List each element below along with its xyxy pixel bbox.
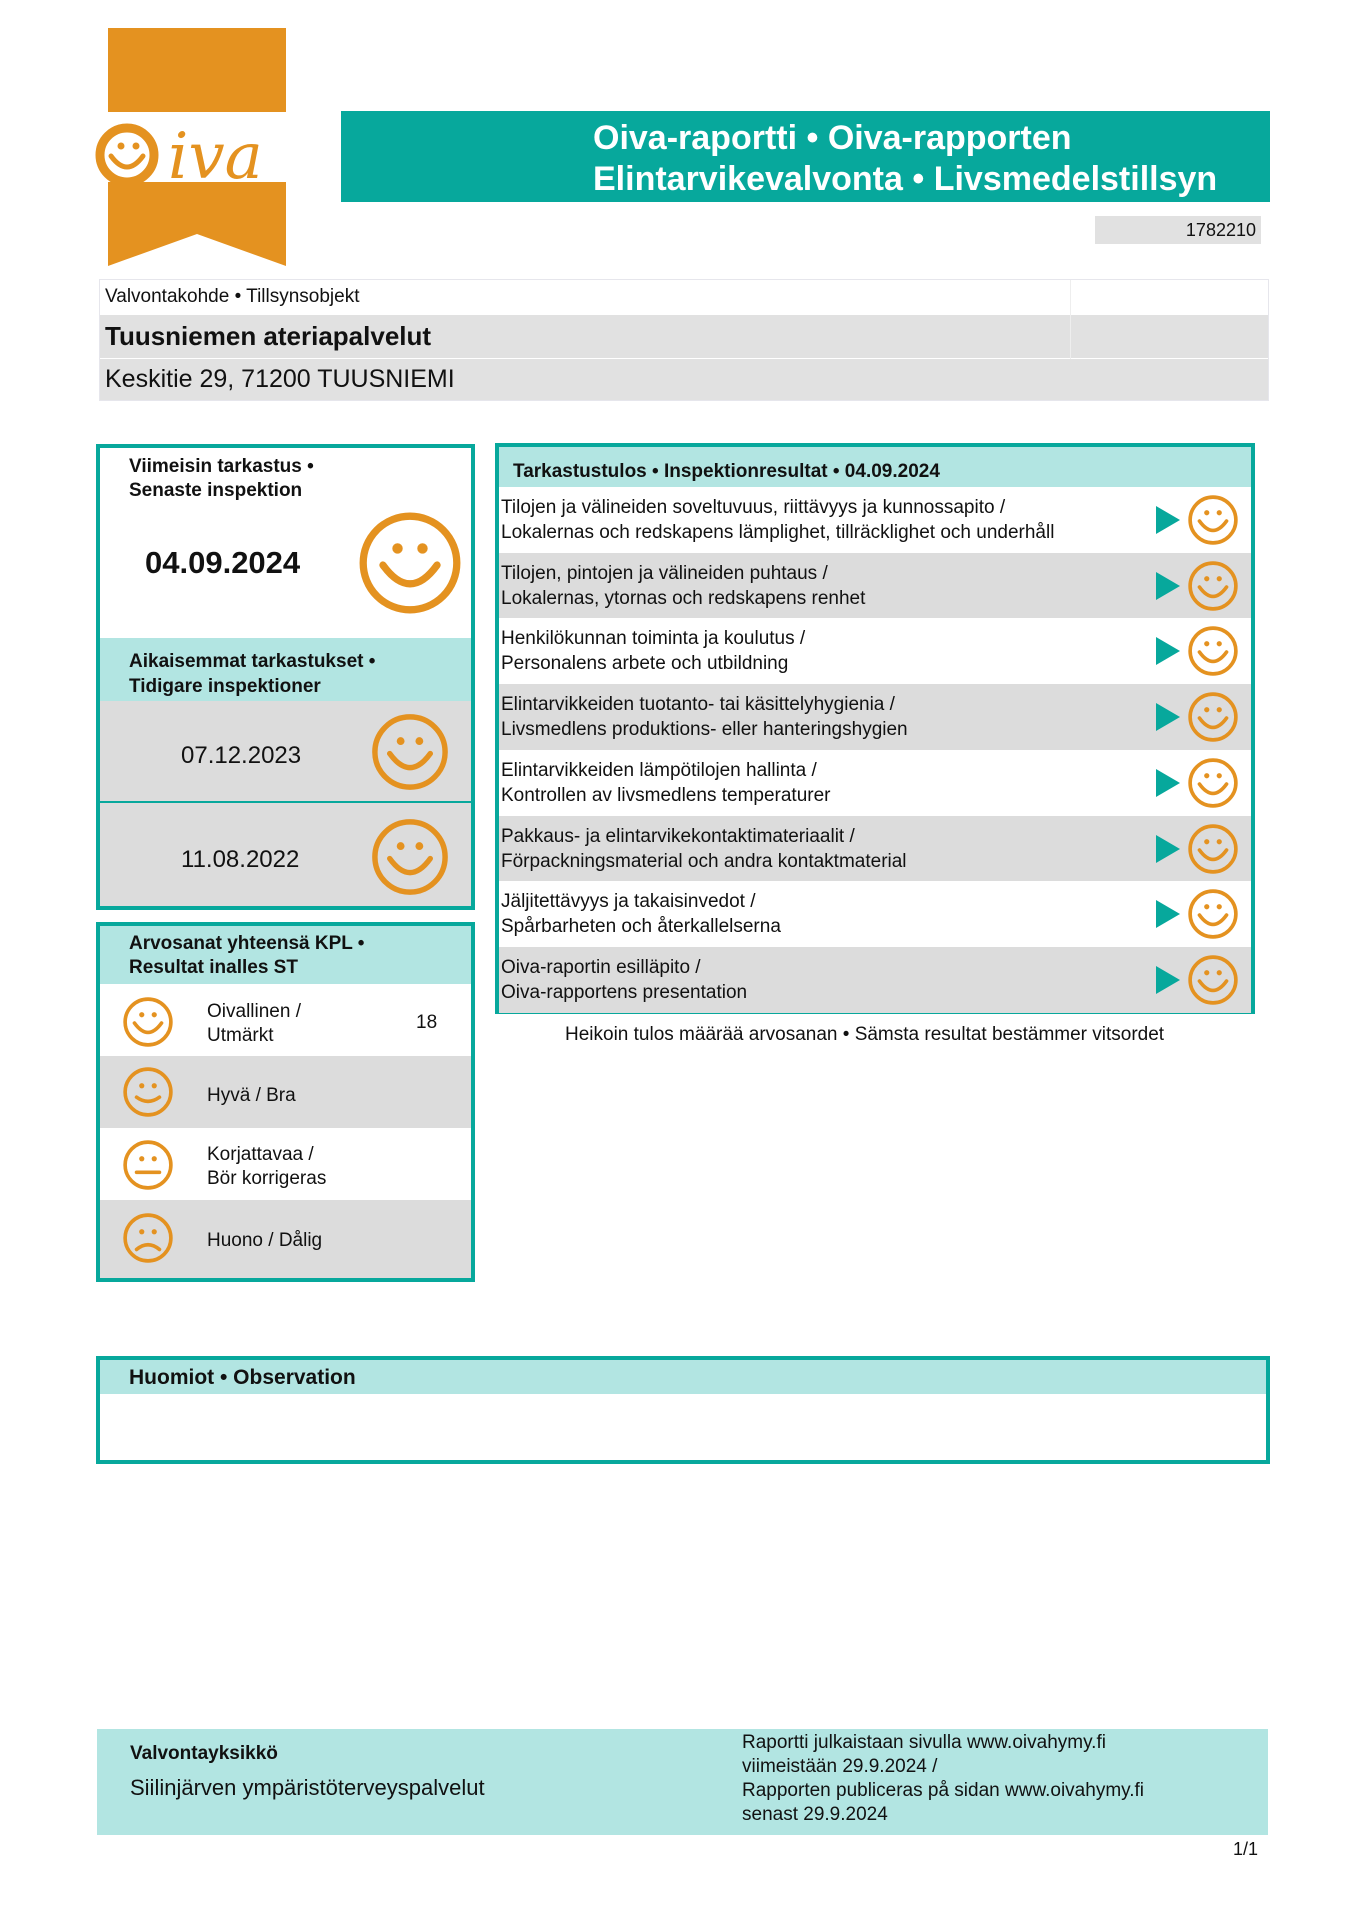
result-label-sv: Lokalernas och redskapens lämplighet, tillräcklighet och underhåll (501, 522, 1055, 543)
grade-count: 18 (416, 1012, 438, 1033)
grades-title-sv: Resultat inalles ST (129, 957, 298, 978)
expand-arrow-icon[interactable] (1156, 900, 1180, 928)
previous-inspections-title (129, 649, 375, 699)
grade-label (207, 1000, 301, 1048)
object-name-side (1071, 315, 1268, 358)
result-label-fi: Pakkaus- ja elintarvikekontaktimateriaalit / (501, 826, 855, 847)
inspection-results-title: Tarkastustulos • Inspektionresultat • 04.09.2024 (513, 461, 940, 482)
inspection-result-label (501, 889, 781, 939)
expand-arrow-icon[interactable] (1156, 769, 1180, 797)
smiley-excellent-icon (1187, 494, 1239, 551)
result-label-fi: Henkilökunnan toiminta ja koulutus / (501, 628, 806, 649)
grade-label (207, 1143, 326, 1191)
smiley-sad-icon (122, 1212, 174, 1264)
report-title-banner (341, 111, 1270, 202)
previous-title-sv: Tidigare inspektioner (129, 676, 321, 697)
object-label: Valvontakohde • Tillsynsobjekt (105, 286, 360, 307)
publish-info (742, 1731, 1144, 1827)
smiley-excellent-icon (358, 511, 462, 615)
expand-arrow-icon[interactable] (1156, 966, 1180, 994)
svg-text:iva: iva (168, 120, 263, 194)
previous-title-fi: Aikaisemmat tarkastukset • (129, 651, 376, 672)
grade-label-sv: Bör korrigeras (207, 1168, 327, 1189)
smiley-excellent-icon (1187, 625, 1239, 682)
smiley-excellent-icon (1187, 691, 1239, 748)
result-label-fi: Elintarvikkeiden tuotanto- tai käsittelyhygienia / (501, 694, 895, 715)
inspection-result-label (501, 692, 908, 742)
smiley-excellent-icon (1187, 888, 1239, 945)
previous-inspection-date: 07.12.2023 (181, 742, 302, 769)
grade-label-fi: Korjattavaa / (207, 1144, 314, 1165)
observation-title: Huomiot • Observation (129, 1366, 356, 1389)
result-label-sv: Kontrollen av livsmedlens temperaturer (501, 785, 831, 806)
latest-title-sv: Senaste inspektion (129, 480, 303, 501)
object-address: Keskitie 29, 71200 TUUSNIEMI (100, 359, 1268, 400)
smiley-excellent-icon (122, 996, 174, 1048)
report-title-line2: Elintarvikevalvonta • Livsmedelstillsyn (593, 160, 1218, 198)
latest-inspection-title (129, 455, 314, 503)
expand-arrow-icon[interactable] (1156, 835, 1180, 863)
grade-label-fi: Oivallinen / (207, 1001, 301, 1022)
page-number: 1/1 (1233, 1839, 1259, 1859)
result-label-fi: Tilojen ja välineiden soveltuvuus, riittävyys ja kunnossapito / (501, 497, 1006, 518)
object-name: Tuusniemen ateriapalvelut (100, 315, 1070, 358)
inspection-unit-title: Valvontayksikkö (130, 1743, 278, 1764)
expand-arrow-icon[interactable] (1156, 572, 1180, 600)
result-label-sv: Lokalernas, ytornas och redskapens renhet (501, 588, 866, 609)
expand-arrow-icon[interactable] (1156, 703, 1180, 731)
inspection-result-label (501, 758, 831, 808)
expand-arrow-icon[interactable] (1156, 506, 1180, 534)
observation-text (110, 1400, 1250, 1450)
oiva-logo (75, 28, 310, 268)
grade-label: Hyvä / Bra (207, 1085, 296, 1106)
latest-inspection-date: 04.09.2024 (145, 545, 301, 580)
grades-summary-title (129, 932, 364, 980)
expand-arrow-icon[interactable] (1156, 637, 1180, 665)
result-label-fi: Tilojen, pintojen ja välineiden puhtaus / (501, 563, 828, 584)
inspection-result-label (501, 495, 1054, 545)
publish-line: viimeistään 29.9.2024 / (742, 1756, 938, 1777)
result-label-fi: Jäljitettävyys ja takaisinvedot / (501, 891, 756, 912)
results-note: Heikoin tulos määrää arvosanan • Sämsta resultat bestämmer vitsordet (565, 1024, 1165, 1045)
grade-label: Huono / Dålig (207, 1230, 323, 1251)
publish-line: senast 29.9.2024 (742, 1804, 888, 1825)
grade-label-sv: Utmärkt (207, 1025, 274, 1046)
inspection-unit-name: Siilinjärven ympäristöterveyspalvelut (130, 1775, 485, 1800)
previous-inspection-date: 11.08.2022 (181, 846, 300, 873)
result-label-sv: Oiva-rapportens presentation (501, 982, 748, 1003)
grades-title-fi: Arvosanat yhteensä KPL • (129, 933, 365, 954)
smiley-excellent-icon (371, 713, 449, 791)
publish-line: Raportti julkaistaan sivulla www.oivahymy.fi (742, 1732, 1106, 1753)
publish-line: Rapporten publiceras på sidan www.oivahymy.fi (742, 1780, 1145, 1801)
smiley-excellent-icon (1187, 560, 1239, 617)
smiley-excellent-icon (1187, 757, 1239, 814)
result-label-sv: Förpackningsmaterial och andra kontaktmaterial (501, 851, 907, 872)
inspection-result-label (501, 955, 747, 1005)
smiley-excellent-icon (1187, 954, 1239, 1011)
result-label-sv: Livsmedlens produktions- eller hanteringshygien (501, 719, 908, 740)
inspection-result-label (501, 561, 865, 611)
result-label-fi: Elintarvikkeiden lämpötilojen hallinta / (501, 760, 817, 781)
result-label-sv: Spårbarheten och återkallelserna (501, 916, 781, 937)
inspection-result-label (501, 824, 907, 874)
result-label-fi: Oiva-raportin esilläpito / (501, 957, 701, 978)
report-title-line1: Oiva-raportti • Oiva-rapporten (593, 119, 1072, 157)
result-label-sv: Personalens arbete och utbildning (501, 653, 789, 674)
smiley-neutral-icon (122, 1139, 174, 1191)
inspection-result-label (501, 626, 805, 676)
smiley-good-icon (122, 1066, 174, 1118)
smiley-excellent-icon (1187, 823, 1239, 880)
document-number: 1782210 (1095, 216, 1261, 244)
smiley-excellent-icon (371, 818, 449, 896)
latest-title-fi: Viimeisin tarkastus • (129, 456, 314, 477)
